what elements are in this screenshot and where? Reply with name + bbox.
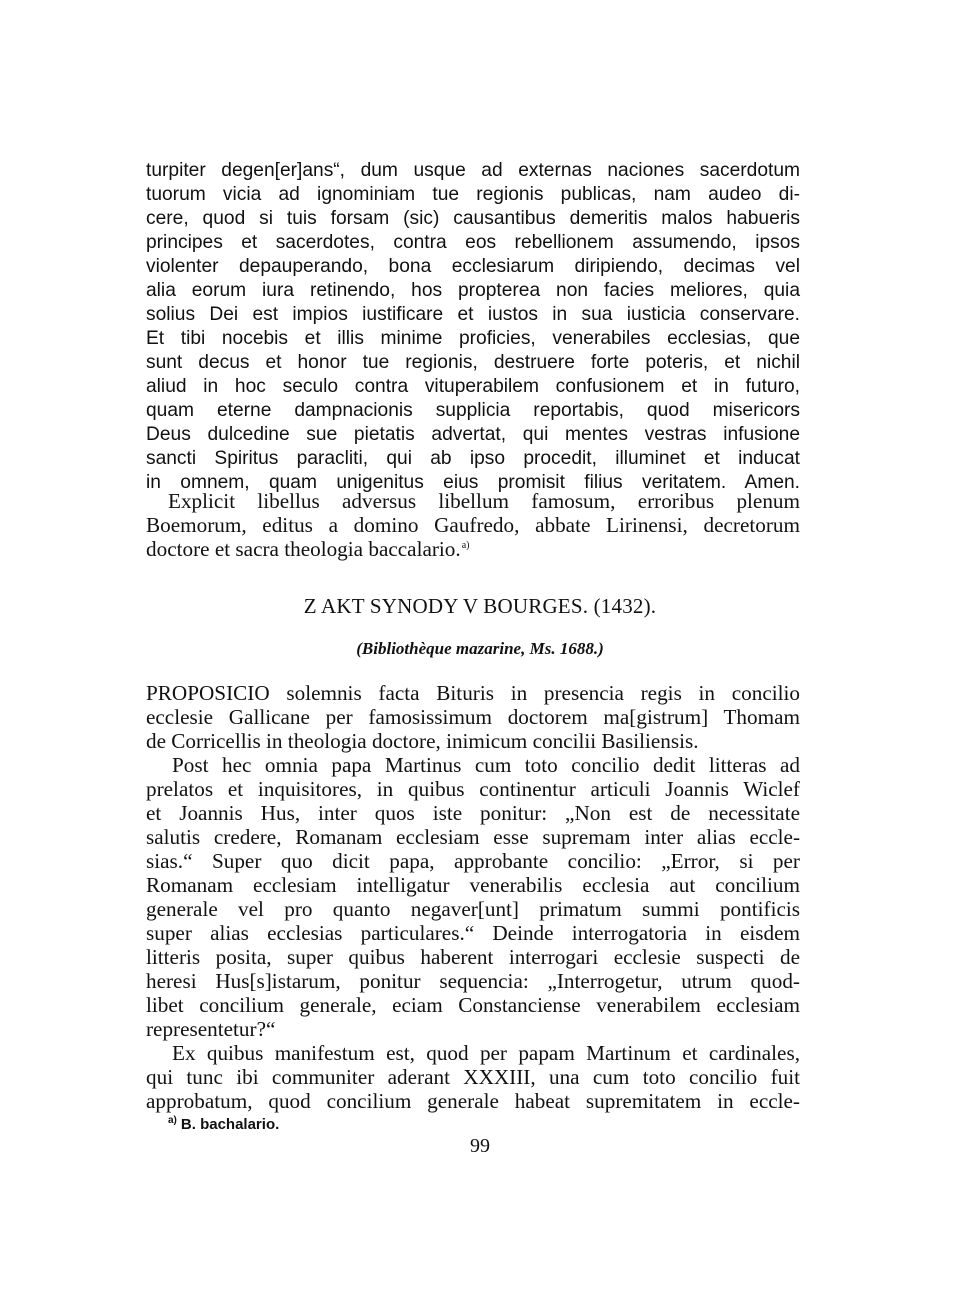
footnote-marker: a) [168, 1115, 177, 1126]
text-line: litteris posita, super quibus haberent interrogari ecclesie suspecti de [146, 945, 800, 969]
text-line: principes et sacerdotes, contra eos rebellionem assumendo, ipsos [146, 232, 800, 253]
text-line: sias.“ Super quo dicit papa, approbante concilio: „Error, si per [146, 849, 800, 873]
text-line: approbatum, quod concilium generale habeat supremitatem in eccle- [146, 1089, 800, 1113]
text-line: super alias ecclesias particulares.“ Deinde interrogatoria in eisdem [146, 921, 800, 945]
text-line: qui tunc ibi communiter aderant XXXIII, una cum toto concilio fuit [146, 1065, 800, 1089]
text-line: Et tibi nocebis et illis minime proficies, venerabiles ecclesias, que [146, 328, 800, 349]
text-line: sunt decus et honor tue regionis, destruere forte poteris, et nichil [146, 352, 800, 373]
text-line: Post hec omnia papa Martinus cum toto concilio dedit litteras ad [172, 753, 800, 777]
footnote-text: B. bachalario. [180, 1116, 280, 1133]
source-citation: (Bibliothèque mazarine, Ms. 1688.) [356, 639, 604, 658]
text-line: prelatos et inquisitores, in quibus continentur articuli Joannis Wiclef [146, 777, 800, 801]
text-line: alia eorum iura retinendo, hos propterea non facies meliores, quia [146, 280, 800, 301]
footnote [168, 1115, 468, 1135]
text-line: Romanam ecclesiam intelligatur venerabilis ecclesia aut concilium [146, 873, 800, 897]
text-line: violenter depauperando, bona ecclesiarum diripiendo, decimas vel [146, 256, 800, 277]
text-line: sancti Spiritus paracliti, qui ab ipso procedit, illuminet et inducat [146, 448, 800, 469]
text-line: PROPOSICIO solemnis facta Bituris in presencia regis in concilio [146, 681, 800, 705]
page-number: 99 [470, 1135, 490, 1157]
text-line: solius Dei est impios iustificare et iustos in sua iusticia conservare. [146, 304, 800, 325]
text-line: de Corricellis in theologia doctore, inimicum concilii Basiliensis. [146, 729, 699, 753]
text-line: in omnem, quam unigenitus eius promisit filius veritatem. Amen. [146, 472, 800, 493]
footnote-reference: a) [461, 539, 470, 551]
explicit-line: Boemorum, editus a domino Gaufredo, abbate Lirinensi, decretorum [146, 513, 800, 537]
text-line: et Joannis Hus, inter quos iste ponitur: „Non est de necessitate [146, 801, 800, 825]
text-line: representetur?“ [146, 1017, 276, 1041]
text-line: quam eterne dampnacionis supplicia reportabis, quod misericors [146, 400, 800, 421]
section-title: Z AKT SYNODY V BOURGES. (1432). [303, 594, 657, 618]
explicit-line-text: doctore et sacra theologia baccalario. [146, 537, 461, 561]
text-line: heresi Hus[s]istarum, ponitur sequencia: „Interrogetur, utrum quod- [146, 969, 800, 993]
text-line: Deus dulcedine sue pietatis advertat, qui mentes vestras infusione [146, 424, 800, 445]
explicit-line-last [146, 537, 800, 561]
text-line: libet concilium generale, eciam Constanciense venerabilem ecclesiam [146, 993, 800, 1017]
text-line: generale vel pro quanto negaver[unt] primatum summi pontificis [146, 897, 800, 921]
text-line: cere, quod si tuis forsam (sic) causantibus demeritis malos habueris [146, 208, 800, 229]
text-line: turpiter degen[er]ans“, dum usque ad externas naciones sacerdotum [146, 160, 800, 181]
explicit-line: Explicit libellus adversus libellum famosum, erroribus plenum [168, 489, 800, 513]
text-line: aliud in hoc seculo contra vituperabilem confusionem et in futuro, [146, 376, 800, 397]
text-line: ecclesie Gallicane per famosissimum doctorem ma[gistrum] Thomam [146, 705, 800, 729]
text-line: Ex quibus manifestum est, quod per papam Martinum et cardinales, [172, 1041, 800, 1065]
text-line: salutis credere, Romanam ecclesiam esse supremam inter alias eccle- [146, 825, 800, 849]
text-line: tuorum vicia ad ignominiam tue regionis publicas, nam audeo di- [146, 184, 800, 205]
